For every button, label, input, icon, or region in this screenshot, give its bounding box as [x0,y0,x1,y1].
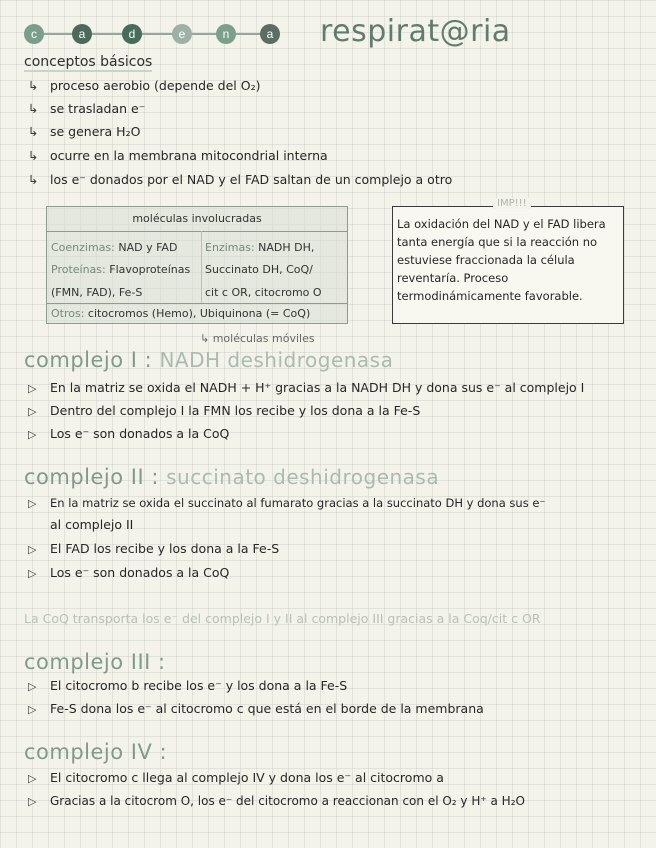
cell-value: Flavoproteínas [109,263,191,276]
list-item-text: ocurre en la membrana mitocondrial interna [50,148,328,163]
complex-heading [24,650,166,674]
complex-title: complejo III : [24,650,166,674]
list-item [28,403,420,418]
triangle-icon: ▷ [28,703,37,716]
arrow-icon: ↳ [28,101,39,116]
cell-value: NAD y FAD [118,241,178,254]
complex-title: complejo IV : [24,740,168,764]
list-item-text: El citocromo c llega al complejo IV y dona los e⁻ al citocromo a [50,770,444,785]
table-cell-enzimas-3: cit c OR, citocromo O [205,286,322,299]
divider [90,33,124,35]
cell-value: NADH DH, [258,241,315,254]
list-item-text: Los e⁻ son donados a la CoQ [50,565,230,580]
important-tag: IMP!!! [493,198,531,209]
table-header: moléculas involucradas [47,207,347,232]
cell-label: Coenzimas: [51,241,115,254]
list-item-text: se genera H₂O [50,124,141,139]
table-cell-proteinas [51,261,190,278]
list-item-text: El FAD los recibe y los dona a la Fe-S [50,541,280,556]
cell-label: Otros: [51,307,85,320]
arrow-icon: ↳ [28,148,39,163]
table-cell-coenzimas [51,239,177,256]
arrow-icon: ↳ [28,78,39,93]
letter-circle: a [72,24,92,44]
complex-title: complejo II : [24,465,159,489]
list-item [28,78,260,93]
list-item-text: El citocromo b recibe los e⁻ y los dona a la Fe-S [50,678,348,693]
list-item [28,565,229,580]
coq-note: La CoQ transporta los e⁻ del complejo I y II al complejo III gracias a la Coq/cit c OR [24,611,541,626]
important-box [392,198,624,324]
triangle-icon: ▷ [28,497,37,510]
cell-label: Proteínas: [51,263,106,276]
table-cell-enzimas-2: Succinato DH, CoQ/ [205,263,313,276]
cell-label: Enzimas: [205,241,255,254]
complex-title: complejo I : [24,348,153,372]
table-divider [47,303,347,304]
page-title: respirat@ria [320,14,511,49]
important-text: La oxidación del NAD y el FAD libera tanta energía que si la reacción no estuviese fraccionada la célula reventaría. Proceso termodinámicamente favorable. [397,217,606,303]
letter-circle: n [216,24,236,44]
list-item-continuation: al complejo II [50,517,134,532]
complex-heading [24,740,167,764]
list-item-text: se trasladan e⁻ [50,101,146,116]
list-item [28,770,444,785]
complex-heading [24,465,439,489]
triangle-icon: ▷ [28,567,37,580]
complex-subtitle: NADH deshidrogenasa [159,348,394,372]
list-item [28,148,328,163]
list-item [28,380,584,395]
list-item-text: En la matriz se oxida el succinato al fumarato gracias a la succinato DH y dona sus e⁻ [50,496,546,510]
table-cell-enzimas [205,239,314,256]
table-divider [201,231,202,303]
triangle-icon: ▷ [28,772,37,785]
divider [44,33,74,35]
letter-circle: a [260,24,280,44]
list-item [28,496,546,510]
list-item-text: Fe-S dona los e⁻ al citocromo c que está en el borde de la membrana [50,701,484,716]
triangle-icon: ▷ [28,405,37,418]
triangle-icon: ▷ [28,795,37,808]
list-item-text: los e⁻ donados por el NAD y el FAD saltan de un complejo a otro [50,172,453,187]
arrow-icon: ↳ [28,172,39,187]
list-item [28,124,140,139]
complex-heading [24,348,393,372]
letter-circle: d [122,24,142,44]
triangle-icon: ▷ [28,428,37,441]
list-item-text: proceso aerobio (depende del O₂) [50,78,261,93]
triangle-icon: ▷ [28,543,37,556]
letter-circle: c [24,24,44,44]
divider [140,33,176,35]
complex-subtitle: succinato deshidrogenasa [166,465,440,489]
list-item-text: En la matriz se oxida el NADH + H⁺ gracias a la NADH DH y dona sus e⁻ al complejo I [50,380,585,395]
list-item [28,794,525,808]
triangle-icon: ▷ [28,382,37,395]
list-item-text: Dentro del complejo I la FMN los recibe y los dona a la Fe-S [50,403,421,418]
mobile-molecules-note: ↳ moléculas móviles [200,332,315,345]
list-item-text: Los e⁻ son donados a la CoQ [50,426,230,441]
table-cell-otros [51,305,310,322]
list-item [28,426,229,441]
table-cell-proteinas-2: (FMN, FAD), Fe-S [51,286,143,299]
section-heading-basics: conceptos básicos [24,54,153,70]
molecules-table [46,206,348,324]
list-item [28,172,452,187]
list-item [28,101,145,116]
letter-circle: e [172,24,192,44]
triangle-icon: ▷ [28,680,37,693]
cell-value: citocromos (Hemo), Ubiquinona (= CoQ) [87,307,311,320]
arrow-icon: ↳ [28,124,39,139]
list-item-text: Gracias a la citocrom O, los e⁻ del citocromo a reaccionan con el O₂ y H⁺ a H₂O [50,794,525,808]
list-item [28,701,484,716]
list-item [28,678,347,693]
list-item [28,541,279,556]
